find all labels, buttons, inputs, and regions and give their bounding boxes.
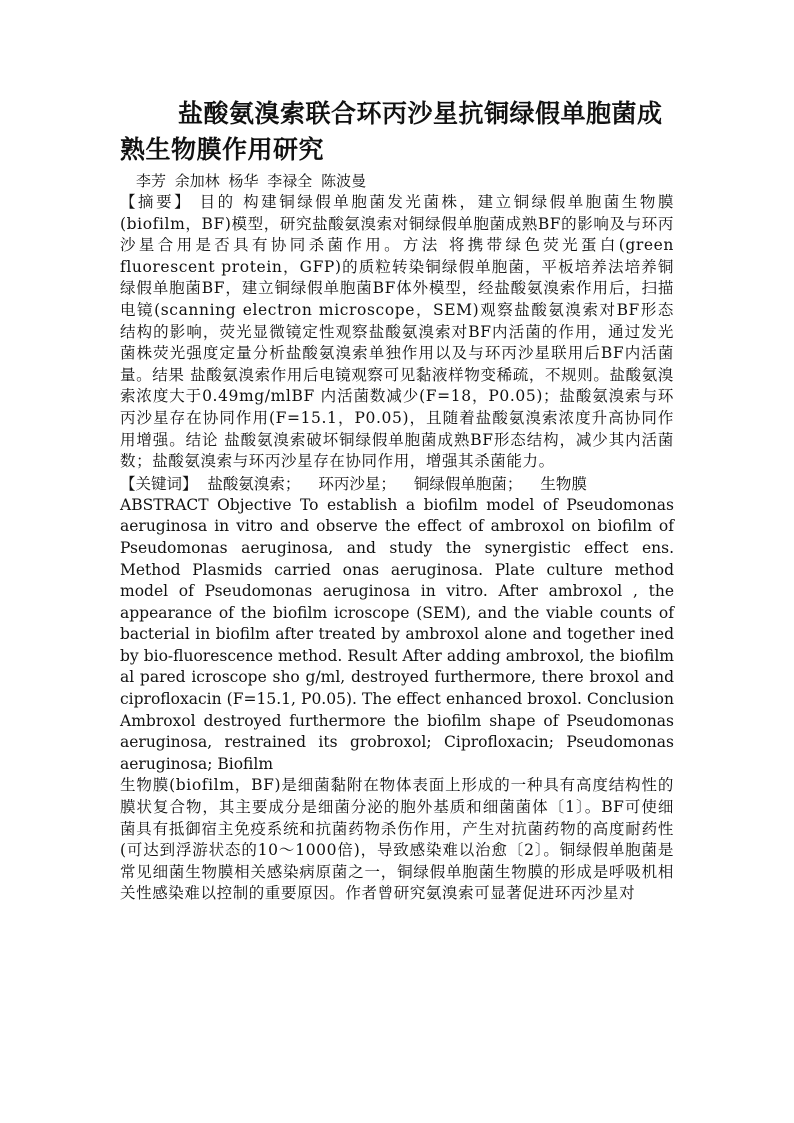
author-list: 李芳 余加林 杨华 李禄全 陈波曼 [136, 172, 367, 190]
paper-title: 盐酸氨溴索联合环丙沙星抗铜绿假单胞菌成熟生物膜作用研究 [120, 99, 663, 164]
english-abstract: ABSTRACT Objective To establish a biofilm model of Pseudomonas aeruginosa in vitro and observe the effect of ambroxol on biofilm of Pseudomonas aeruginosa, and study the synergistic effect ens. Method Plasmids carried onas aeruginosa. Plate culture method model of Pseudomonas aeruginosa in vitro. After ambroxol , the appearance of the biofilm icroscope (SEM), and the viable counts of bacterial in biofilm after treated by ambroxol alone and together ined by bio-fluorescence method. Result After adding ambroxol, the biofilm al pared icroscope sho g/ml, destroyed furthermore, there broxol and ciprofloxacin (F=15.1, P0.05). The effect enhanced broxol. Conclusion Ambroxol destroyed furthermore the biofilm shape of Pseudomonas aeruginosa, restrained its grobroxol; Ciprofloxacin; Pseudomonas aeruginosa; Biofilm [120, 495, 674, 773]
keywords-line [120, 473, 674, 495]
keyword-item: 盐酸氨溴索； [207, 474, 301, 493]
body-paragraph: 生物膜(biofilm，BF)是细菌黏附在物体表面上形成的一种具有高度结构性的膜状复合物，其主要成分是细菌分泌的胞外基质和细菌菌体〔1〕。BF可使细菌具有抵御宿主免疫系统和抗菌药物杀伤作用，产生对抗菌药物的高度耐药性(可达到浮游状态的10～1000倍)，导致感染难以治愈〔2〕。铜绿假单胞菌是常见细菌生物膜相关感染病原菌之一，铜绿假单胞菌生物膜的形成是呼吸机相关性感染难以控制的重要原因。作者曾研究氨溴索可显著促进环丙沙星对 [120, 776, 674, 903]
abstract-text: 目的 构建铜绿假单胞菌发光菌株，建立铜绿假单胞菌生物膜(biofilm，BF)模型，研究盐酸氨溴索对铜绿假单胞菌成熟BF的影响及与环丙沙星合用是否具有协同杀菌作用。方法 将携带绿色荧光蛋白(green fluorescent protein，GFP)的质粒转染铜绿假单胞菌，平板培养法培养铜绿假单胞菌BF，建立铜绿假单胞菌BF体外模型，经盐酸氨溴索作用后，扫描电镜(scanning electron microscope，SEM)观察盐酸氨溴索对BF形态结构的影响，荧光显微镜定性观察盐酸氨溴索对BF内活菌的作用，通过发光菌株荧光强度定量分析盐酸氨溴索单独作用以及与环丙沙星联用后BF内活菌量。结果 盐酸氨溴索作用后电镜观察可见黏液样物变稀疏，不规则。盐酸氨溴索浓度大于0.49mg/mlBF 内活菌数减少(F=18，P0.05)；盐酸氨溴索与环丙沙星存在协同作用(F=15.1，P0.05)，且随着盐酸氨溴索浓度升高协同作用增强。结论 盐酸氨溴索破坏铜绿假单胞菌成熟BF形态结构，减少其内活菌数；盐酸氨溴索与环丙沙星存在协同作用，增强其杀菌能力。 [120, 193, 675, 471]
keyword-item: 生物膜 [540, 474, 587, 493]
document-page [120, 96, 674, 905]
keywords-label: 【关键词】 [120, 474, 198, 493]
chinese-abstract [120, 192, 674, 473]
keyword-item: 环丙沙星； [318, 474, 396, 493]
keyword-item: 铜绿假单胞菌； [413, 474, 523, 493]
abstract-label: 【摘要】 [120, 193, 193, 211]
